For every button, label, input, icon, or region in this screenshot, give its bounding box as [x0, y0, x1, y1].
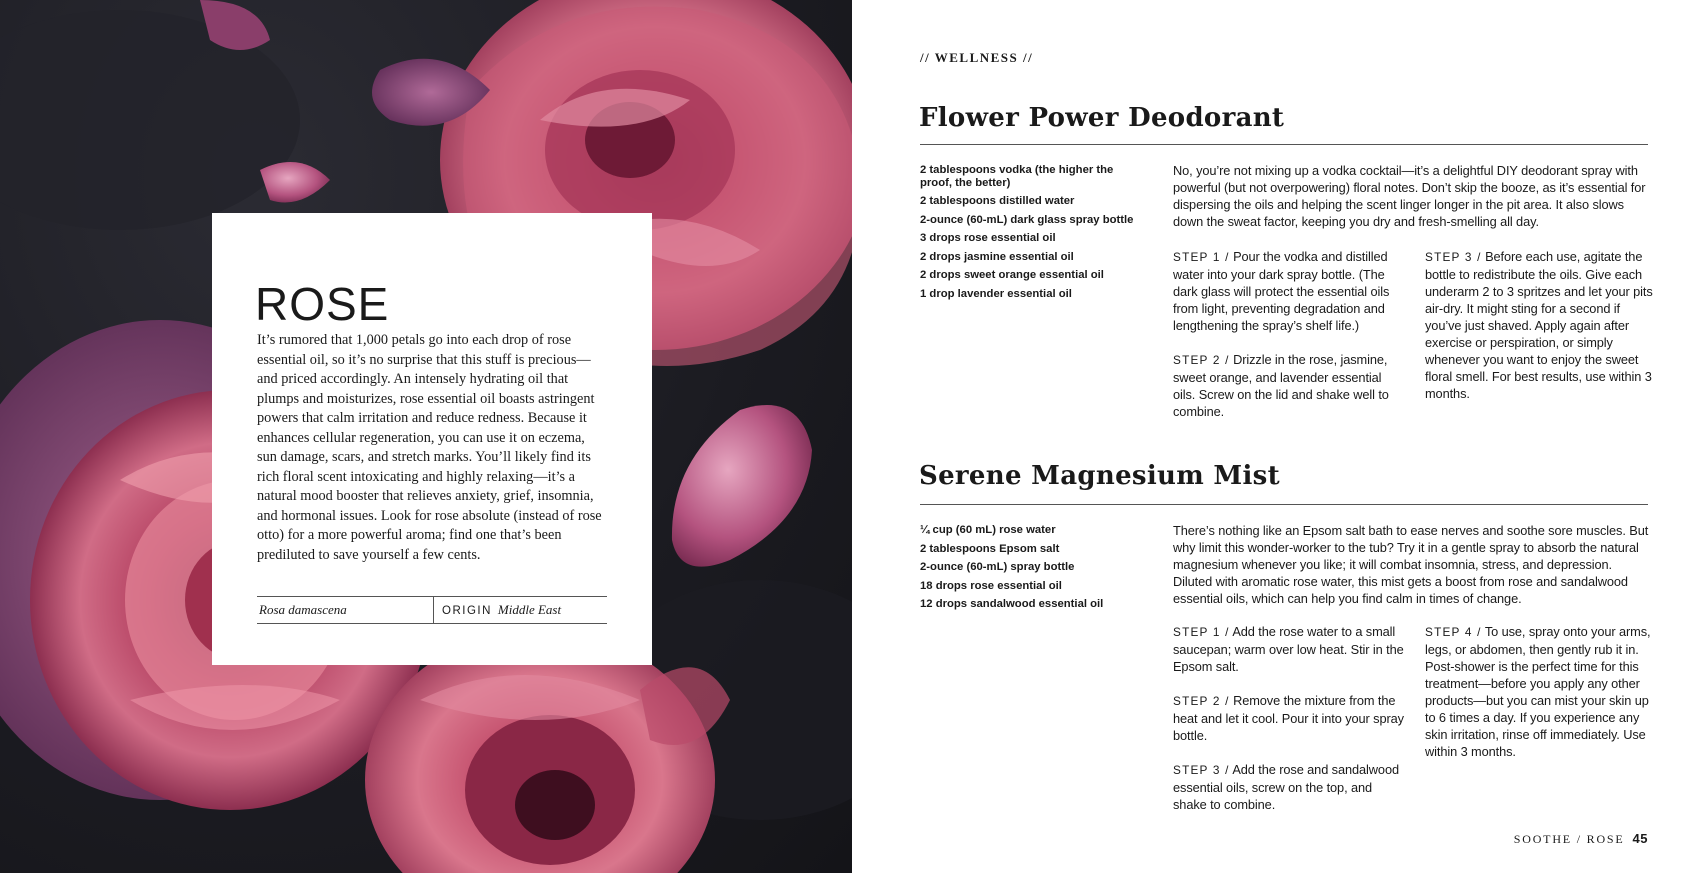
loose-petal [672, 405, 812, 567]
step [1173, 623, 1405, 675]
page-number: 45 [1632, 831, 1648, 846]
step-label: STEP 1 / [1173, 250, 1230, 264]
ingredient: 2 tablespoons distilled water [920, 195, 1075, 207]
step-text: Before each use, agitate the bottle to redistribute the oils. Give each underarm 2 to 3 spritzes and let your pits air-dry. It might sting for a second if you’ve just shaved. Apply again after exercise or perspiration, or simply whenever you want to enjoy the sweet floral smell. For best results, use within 3 months. [1425, 249, 1653, 401]
ingredient: 2 drops sweet orange essential oil [920, 269, 1104, 281]
origin-value: Middle East [497, 602, 562, 617]
card-title: ROSE [255, 278, 390, 330]
ingredient: 18 drops rose essential oil [920, 579, 1062, 592]
title-rule [920, 504, 1648, 505]
origin-label: ORIGIN [442, 605, 492, 617]
step [1173, 692, 1405, 744]
title-rule [920, 144, 1648, 145]
page-footer [1514, 831, 1648, 847]
ingredient: ¼ cup (60 mL) rose water [920, 524, 1056, 536]
loose-petal [260, 162, 330, 203]
ingredient: 1 drop lavender essential oil [920, 287, 1072, 300]
step-text: Add the rose and sandalwood essential oils, screw on the top, and shake to combine. [1173, 762, 1399, 812]
section-tag: // WELLNESS // [920, 50, 1034, 65]
recipe-title: Flower Power Deodorant [919, 103, 1285, 133]
step [1173, 761, 1405, 813]
rose-info-card [212, 213, 652, 665]
step [1173, 248, 1405, 334]
ingredient: 2 tablespoons vodka (the higher the proof, the better) [920, 164, 1114, 189]
step-label: STEP 1 / [1173, 625, 1230, 639]
step-text: To use, spray onto your arms, legs, or abdomen, then gently rub it in. Post-shower is the perfect time for this treatment—before you apply any other products—but you can mist your skin up to 6 times a day. If you experience any skin irritation, rinse off immediately. Use within 3 months. [1425, 624, 1651, 759]
ingredient: 2-ounce (60-mL) dark glass spray bottle [920, 213, 1134, 226]
ingredient: 2 tablespoons Epsom salt [920, 542, 1060, 555]
step-label: STEP 4 / [1425, 625, 1482, 639]
recipe-intro: No, you’re not mixing up a vodka cocktail—it’s a delightful DIY deodorant spray with powerful (but not overpowering) floral notes. Don’t skip the booze, as it’s essential for dispersing the oils and helping the scent linger longer in the pit area. It also slows down the sweat factor, keeping you dry and fresh-smelling all day. [1173, 163, 1646, 229]
step-label: STEP 3 / [1425, 250, 1482, 264]
ingredient: 12 drops sandalwood essential oil [920, 598, 1104, 610]
step-text: Drizzle in the rose, jasmine, sweet orange, and lavender essential oils. Screw on the lid and shake well to combine. [1173, 352, 1389, 419]
origin [434, 602, 561, 618]
card-meta-row [257, 596, 607, 624]
step-label: STEP 2 / [1173, 353, 1230, 367]
ingredient: 2 drops jasmine essential oil [920, 250, 1074, 263]
card-body: It’s rumored that 1,000 petals go into each drop of rose essential oil, so it’s no surprise that this stuff is precious—and priced accordingly. An intensely hydrating oil that plumps and moisturizes, rose essential oil boasts astringent powers that calm irritation and reduce redness. Because it enhances cellular regeneration, you can use it on eczema, sun damage, scars, and stretch marks. You’ll likely find its rich floral scent intoxicating and highly relaxing—it’s a natural mood booster that relieves anxiety, grief, insomnia, and hormonal issues. Look for rose absolute (instead of rose otto) for a more powerful aroma; find one that’s been prediluted to save yourself a few cents. [257, 332, 602, 563]
recipe-title: Serene Magnesium Mist [919, 461, 1280, 491]
recipe-intro: There’s nothing like an Epsom salt bath to ease nerves and soothe sore muscles. But why limit this wonder-worker to the tub? Try it in a gentle spray to absorb the natural magnesium whenever you like; it will combat insomnia, stress, and depression. Diluted with aromatic rose water, this mist gets a boost from rose and sandalwood essential oils, which can help you find calm in times of change. [1173, 523, 1649, 606]
steps-column-right [1425, 248, 1653, 419]
step-label: STEP 3 / [1173, 763, 1230, 777]
steps-column-left [1173, 623, 1405, 830]
latin-name: Rosa damascena [259, 602, 347, 617]
step-label: STEP 2 / [1173, 694, 1230, 708]
step-text: Add the rose water to a small saucepan; warm over low heat. Stir in the Epsom salt. [1173, 624, 1404, 674]
step-text: Remove the mixture from the heat and let it cool. Pour it into your spray bottle. [1173, 693, 1404, 743]
ingredient-list [920, 524, 1135, 617]
steps-column-left [1173, 248, 1405, 437]
steps-column-right [1425, 623, 1653, 777]
footer-section: SOOTHE / ROSE [1513, 832, 1625, 846]
ingredient-list [920, 164, 1135, 306]
step [1173, 351, 1405, 420]
ingredient: 2-ounce (60-mL) spray bottle [920, 561, 1075, 573]
step [1425, 248, 1653, 402]
step [1425, 623, 1653, 760]
ingredient: 3 drops rose essential oil [920, 232, 1056, 244]
step-text: Pour the vodka and distilled water into your dark spray bottle. (The dark glass will protect the essential oils from light, preventing degradation and lengthening the spray’s shelf life.) [1173, 249, 1390, 333]
